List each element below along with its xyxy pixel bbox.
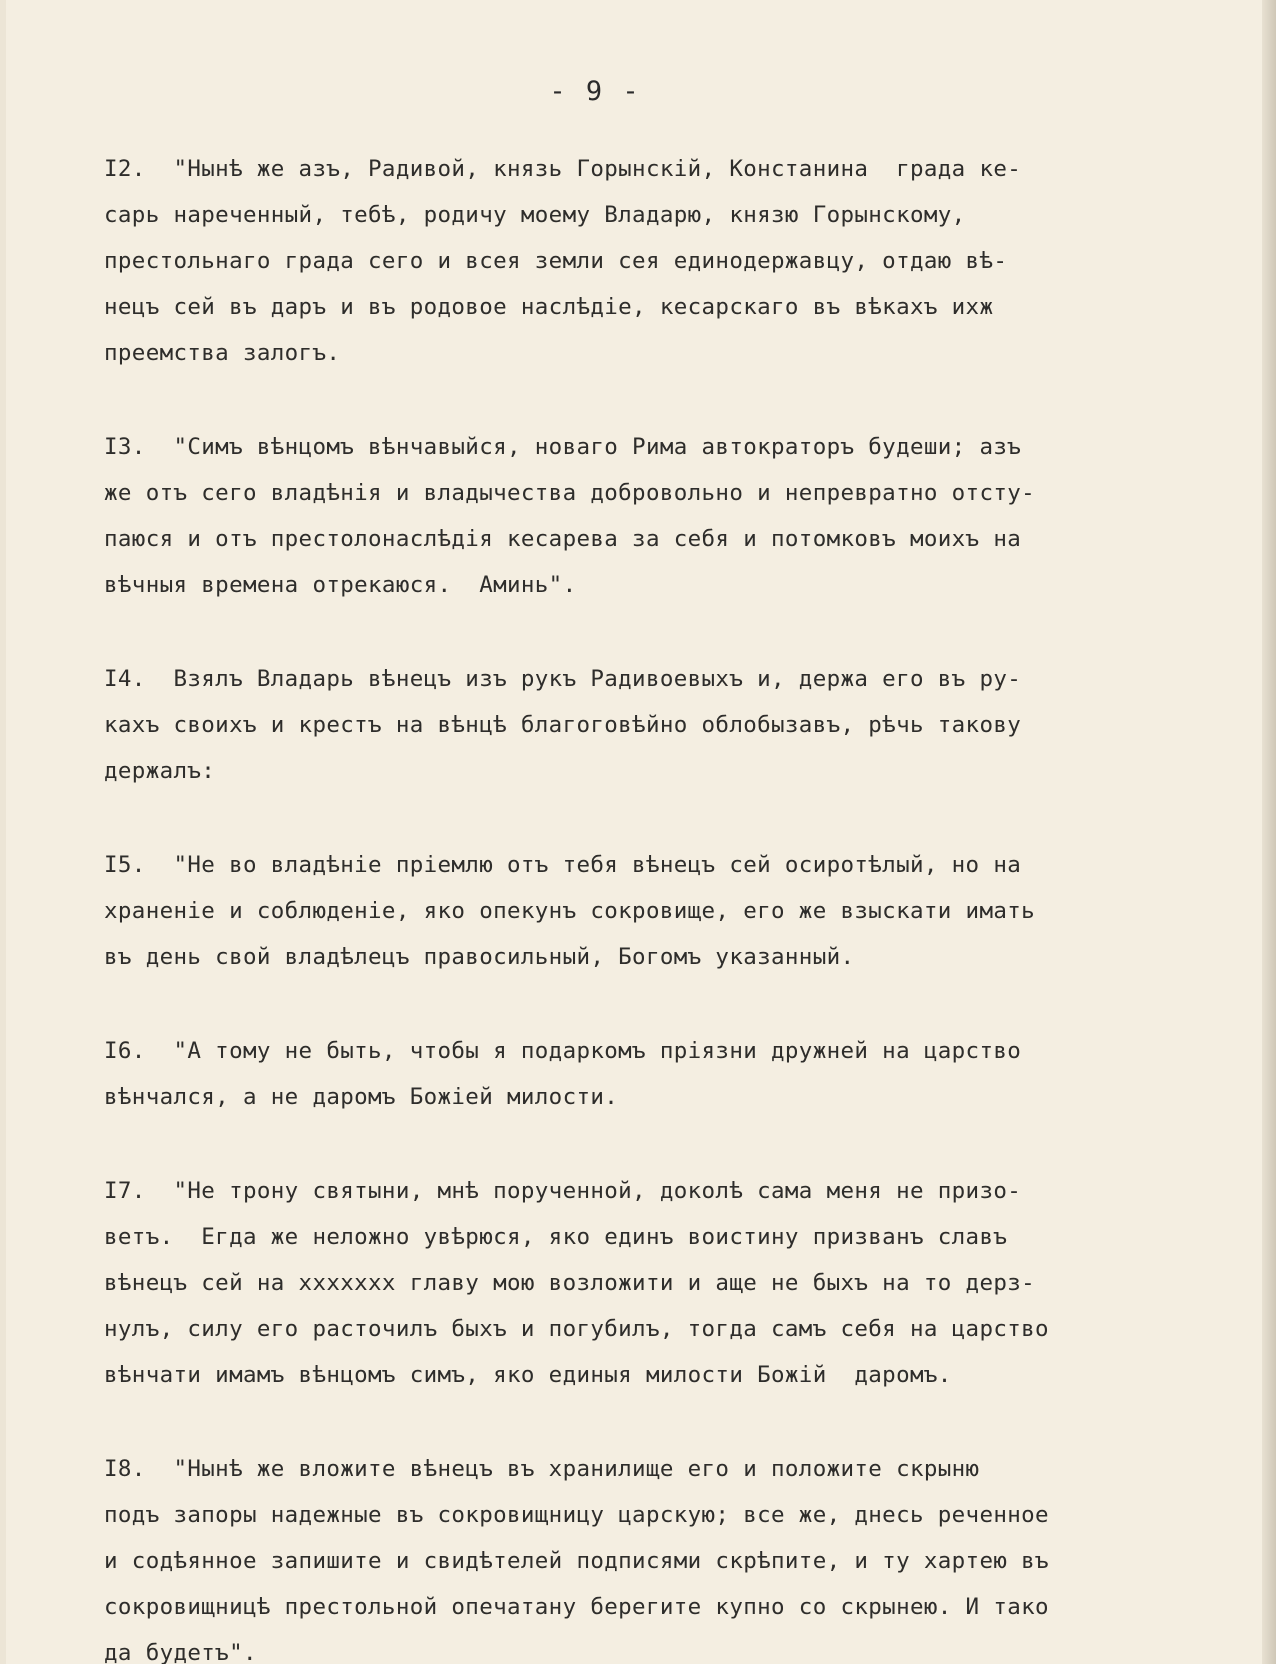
text-line: сокровищницѣ престольной опечатану берегите купно со скрынею. И тако	[104, 1594, 1049, 1620]
text-line: I8. "Нынѣ же вложите вѣнецъ въ хранилище его и положите скрыню	[104, 1456, 980, 1482]
text-line: вѣчныя времена отрекаюся. Аминь".	[104, 572, 577, 598]
text-line: паюся и отъ престолонаслѣдія кесарева за себя и потомковъ моихъ на	[104, 526, 1022, 552]
text-line: сарь нареченный, тебѣ, родичу моему Владарю, князю Горынскому,	[104, 202, 966, 228]
text-line: да будетъ".	[104, 1640, 257, 1664]
paragraph-12	[104, 146, 1244, 376]
text-line: храненіе и соблюденіе, яко опекунъ сокровище, его же взыскати имать	[104, 898, 1036, 924]
paragraph-13	[104, 424, 1244, 608]
paragraph-15	[104, 842, 1244, 980]
text-line: же отъ сего владѣнія и владычества добровольно и непревратно отсту-	[104, 480, 1036, 506]
text-line: преемства залогъ.	[104, 340, 341, 366]
text-line: ветъ. Егда же неложно увѣрюся, яко единъ воистину призванъ славъ	[104, 1224, 1008, 1250]
text-line: престольнаго града сего и всея земли сея единодержавцу, отдаю вѣ-	[104, 248, 1008, 274]
text-line: I3. "Симъ вѣнцомъ вѣнчавыйся, новаго Рима автократоръ будеши; азъ	[104, 434, 1022, 460]
text-line: нулъ, силу его расточилъ быхъ и погубилъ, тогда самъ себя на царство	[104, 1316, 1049, 1342]
text-line: и содѣянное запишите и свидѣтелей подписями скрѣпите, и ту хартею въ	[104, 1548, 1049, 1574]
text-line: въ день свой владѣлецъ правосильный, Богомъ указанный.	[104, 944, 855, 970]
paragraph-17	[104, 1168, 1244, 1398]
text-line: вѣнчался, а не даромъ Божіей милости.	[104, 1084, 619, 1110]
paragraph-16	[104, 1028, 1244, 1120]
text-line: держалъ:	[104, 758, 216, 784]
text-line: I5. "Не во владѣніе пріемлю отъ тебя вѣнецъ сей осиротѣлый, но на	[104, 852, 1022, 878]
text-line: вѣнецъ сей на ххххххх главу мою возложити и аще не быхъ на то дерз-	[104, 1270, 1036, 1296]
paragraph-18	[104, 1446, 1244, 1664]
text-line: вѣнчати имамъ вѣнцомъ симъ, яко единыя милости Божій даромъ.	[104, 1362, 952, 1388]
paper-edge-left	[0, 0, 6, 1664]
page-number: - 9 -	[549, 76, 641, 107]
paragraph-14	[104, 656, 1244, 794]
text-line: I7. "Не трону святыни, мнѣ порученной, доколѣ сама меня не призо-	[104, 1178, 1022, 1204]
text-line: нецъ сей въ даръ и въ родовое наслѣдіе, кесарскаго въ вѣкахъ ихж	[104, 294, 994, 320]
paper-edge-right	[1262, 0, 1276, 1664]
text-line: подъ запоры надежные въ сокровищницу царскую; все же, днесь реченное	[104, 1502, 1049, 1528]
text-line: I2. "Нынѣ же азъ, Радивой, князь Горынскій, Констанина града ке-	[104, 156, 1022, 182]
text-line: I4. Взялъ Владарь вѣнецъ изъ рукъ Радивоевыхъ и, держа его въ ру-	[104, 666, 1022, 692]
text-line: I6. "А тому не быть, чтобы я подаркомъ пріязни дружней на царство	[104, 1038, 1022, 1064]
body-text	[104, 146, 1244, 1664]
text-line: кахъ своихъ и крестъ на вѣнцѣ благоговѣйно облобызавъ, рѣчь такову	[104, 712, 1022, 738]
